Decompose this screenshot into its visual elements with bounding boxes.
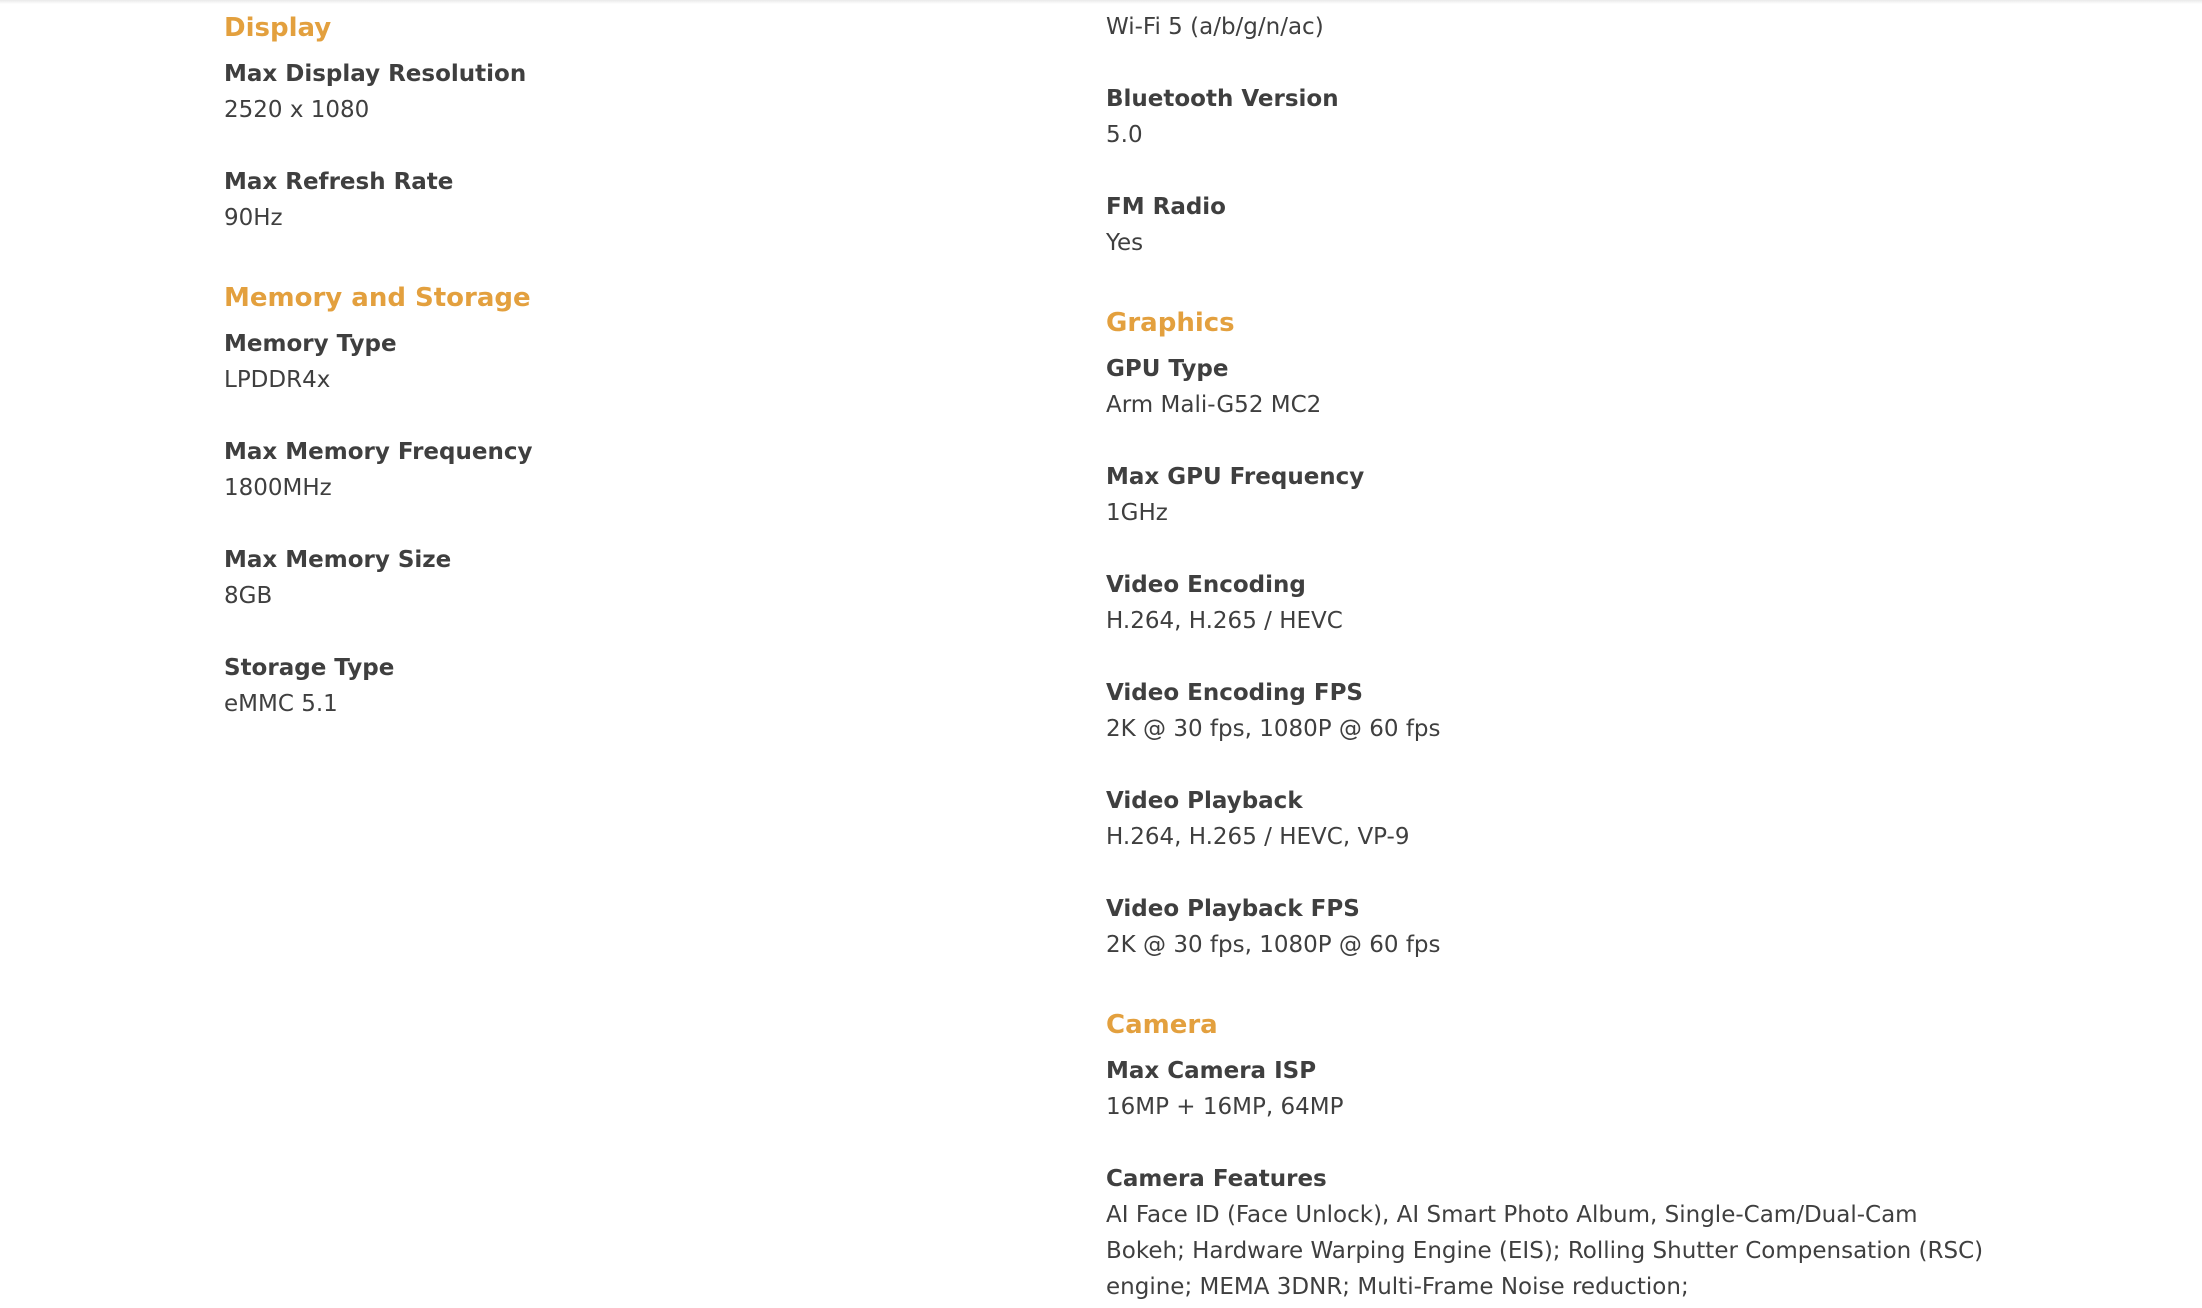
spec-value: eMMC 5.1 [224,691,338,717]
spec-max-display-resolution [224,56,1044,128]
spec-label: Max Display Resolution [224,61,527,87]
spec-label: Max Refresh Rate [224,169,454,195]
spec-value: Yes [1106,230,1144,256]
spec-label: GPU Type [1106,356,1229,382]
spec-value: 8GB [224,583,273,609]
spec-value: 1800MHz [224,475,332,501]
spec-fm-radio [1106,189,1986,261]
spec-value: 90Hz [224,205,283,231]
spec-camera-features [1106,1161,1986,1305]
spec-value: H.264, H.265 / HEVC, VP-9 [1106,824,1410,850]
spec-value: 2520 x 1080 [224,97,370,123]
spec-value: AI Face ID (Face Unlock), AI Smart Photo Album, Single-Cam/Dual-Cam Bokeh; Hardware Warping Engine (EIS); Rolling Shutter Compensation (RSC) engine; MEMA 3DNR; Multi-Frame Noise reduction; [1106,1202,1984,1300]
spec-label: Max Camera ISP [1106,1058,1317,1084]
spec-video-playback [1106,783,1986,855]
section-title-camera: Camera [1106,1010,1218,1040]
spec-label: FM Radio [1106,194,1226,220]
spec-label: Video Encoding FPS [1106,680,1363,706]
spec-label: Storage Type [224,655,395,681]
spec-max-memory-frequency [224,434,1044,506]
spec-value: 2K @ 30 fps, 1080P @ 60 fps [1106,932,1441,958]
spec-label: Bluetooth Version [1106,86,1339,112]
spec-value: Wi-Fi 5 (a/b/g/n/ac) [1106,14,1324,40]
spec-bluetooth-version [1106,81,1986,153]
spec-wifi-continued [1106,9,1986,45]
right-spec-column [1106,0,1986,1305]
spec-label: Memory Type [224,331,397,357]
spec-label: Video Playback [1106,788,1303,814]
spec-max-memory-size [224,542,1044,614]
spec-label: Max GPU Frequency [1106,464,1365,490]
section-title-memory-storage: Memory and Storage [224,283,531,313]
spec-label: Camera Features [1106,1166,1327,1192]
spec-label: Max Memory Frequency [224,439,533,465]
spec-label: Video Encoding [1106,572,1306,598]
spec-video-encoding-fps [1106,675,1986,747]
spec-video-encoding [1106,567,1986,639]
spec-value: 16MP + 16MP, 64MP [1106,1094,1344,1120]
spec-value: 1GHz [1106,500,1168,526]
section-graphics [1106,305,1986,963]
section-camera [1106,1007,1986,1305]
spec-value: 5.0 [1106,122,1143,148]
section-title-display: Display [224,13,332,43]
spec-max-gpu-frequency [1106,459,1986,531]
left-spec-column [224,0,1044,722]
section-connectivity-continued [1106,9,1986,261]
section-display [224,10,1044,236]
spec-value: 2K @ 30 fps, 1080P @ 60 fps [1106,716,1441,742]
spec-gpu-type [1106,351,1986,423]
spec-value: Arm Mali-G52 MC2 [1106,392,1322,418]
spec-max-camera-isp [1106,1053,1986,1125]
spec-max-refresh-rate [224,164,1044,236]
spec-label: Max Memory Size [224,547,452,573]
spec-value: H.264, H.265 / HEVC [1106,608,1343,634]
spec-video-playback-fps [1106,891,1986,963]
spec-value: LPDDR4x [224,367,331,393]
spec-memory-type [224,326,1044,398]
section-title-graphics: Graphics [1106,308,1235,338]
spec-label: Video Playback FPS [1106,896,1360,922]
section-memory-storage [224,280,1044,722]
spec-storage-type [224,650,1044,722]
